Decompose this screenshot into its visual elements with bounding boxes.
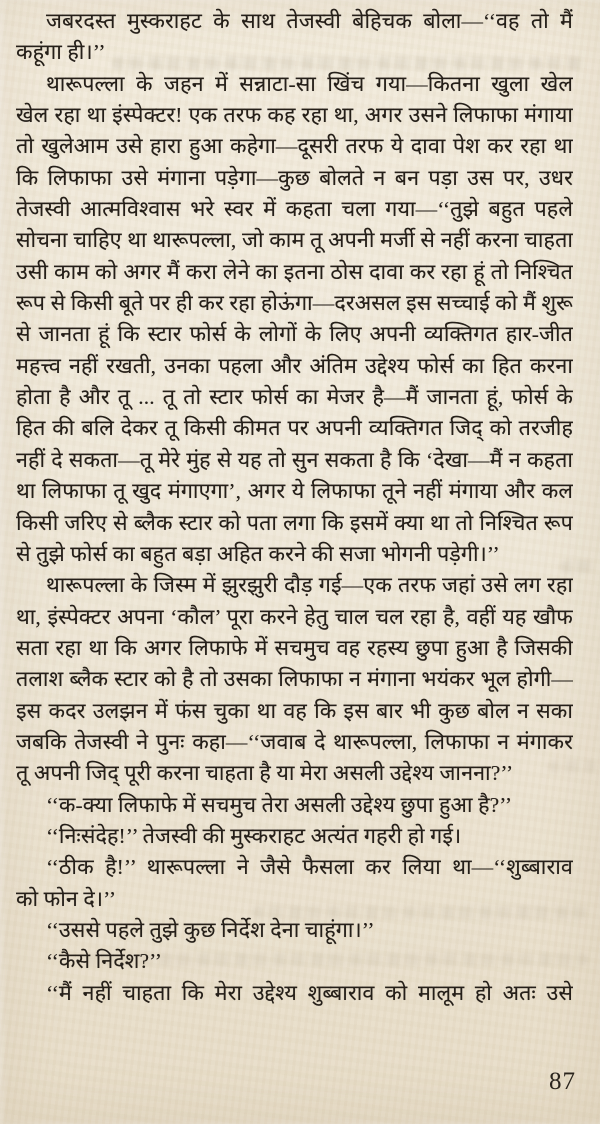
text-line: किसी जरिए से ब्लैक स्टार को पता लगा कि इसमें क्या था तो निश्चित रूप [16, 510, 573, 535]
text-line: से तुझे फोर्स का बहुत बड़ा अहित करने की सजा भोगनी पड़ेगी।’’ [16, 541, 500, 566]
text-line: नहीं दे सकता—तू मेरे मुंह से यह तो सुन सकता है कि ‘देखा—मैं न कहता [16, 447, 573, 472]
text-line: ‘‘क-क्या लिफाफे में सचमुच तेरा असली उद्देश्य छुपा हुआ है?’’ [46, 792, 513, 817]
text-line: उसी काम को अगर मैं करा लेने का इतना ठोस दावा कर रहा हूं तो निश्चित [16, 259, 573, 284]
text-line: ‘‘निःसंदेह!’’ तेजस्वी की मुस्कराहट अत्यंत गहरी हो गई। [46, 823, 462, 848]
text-line: था लिफाफा तू खुद मंगाएगा’, अगर ये लिफाफा तूने नहीं मंगाया और कल [16, 479, 573, 504]
page-number: 87 [549, 1068, 576, 1095]
text-line: तलाश ब्लैक स्टार को है तो उसका लिफाफा न मंगाना भयंकर भूल होगी— [16, 667, 573, 692]
text-line: सता रहा था कि अगर लिफाफे में सचमुच वह रहस्य छुपा हुआ है जिसकी [16, 635, 573, 660]
text-line: तू अपनी जिद् पूरी करना चाहता है या मेरा असली उद्देश्य जानना?’’ [16, 761, 514, 786]
text-line: महत्त्व नहीं रखती, उनका पहला और अंतिम उद्देश्य फोर्स का हित करना [16, 353, 573, 378]
page-text [16, 6, 573, 1009]
text-line: तो खुलेआम उसे हारा हुआ कहेगा—दूसरी तरफ ये दावा पेश कर रहा था [16, 134, 573, 159]
text-line: कि लिफाफा उसे मंगाना पड़ेगा—कुछ बोलते न बन पड़ा उस पर, उधर [16, 165, 573, 190]
text-line: ‘‘मैं नहीं चाहता कि मेरा उद्देश्य शुब्बाराव को मालूम हो अतः उसे [46, 980, 573, 1005]
text-line: सोचना चाहिए था थारूपल्ला, जो काम तू अपनी मर्जी से नहीं करना चाहता [16, 228, 573, 253]
text-line: इस कदर उलझन में फंस चुका था वह कि इस बार भी कुछ बोल न सका [16, 698, 573, 723]
text-line: ‘‘कैसे निर्देश?’’ [46, 949, 163, 974]
text-line: होता है और तू ... तू तो स्टार फोर्स का मेजर है—मैं जानता हूं, फोर्स के [16, 385, 573, 410]
text-line: खेल रहा था इंस्पेक्टर! एक तरफ कह रहा था, अगर उसने लिफाफा मंगाया [16, 103, 573, 128]
text-line: से जानता हूं कि स्टार फोर्स के लोगों के लिए अपनी व्यक्तिगत हार-जीत [16, 322, 573, 347]
text-line: तेजस्वी आत्मविश्वास भरे स्वर में कहता चला गया—‘‘तुझे बहुत पहले [16, 197, 573, 222]
text-line: हित की बलि देकर तू किसी कीमत पर अपनी व्यक्तिगत जिद् को तरजीह [16, 416, 573, 441]
text-line: थारूपल्ला के जिस्म में झुरझुरी दौड़ गई—एक तरफ जहां उसे लग रहा [46, 573, 573, 598]
text-line: था, इंस्पेक्टर अपना ‘कौल’ पूरा करने हेतु चाल चल रहा है, वहीं यह खौफ [16, 604, 573, 629]
text-line: को फोन दे।’’ [16, 886, 117, 911]
text-line: थारूपल्ला के जहन में सन्नाटा-सा खिंच गया—कितना खुला खेल [46, 71, 573, 96]
text-line: कहूंगा ही।’’ [16, 40, 106, 65]
text-line: जबरदस्त मुस्कराहट के साथ तेजस्वी बेहिचक बोला—‘‘वह तो मैं [46, 9, 573, 33]
text-line: रूप से किसी बूते पर ही कर रहा होऊंगा—दरअसल इस सच्चाई को मैं शुरू [16, 291, 573, 316]
text-line: ‘‘ठीक है!’’ थारूपल्ला ने जैसे फैसला कर लिया था—‘‘शुब्बाराव [46, 855, 573, 880]
text-line: ‘‘उससे पहले तुझे कुछ निर्देश देना चाहूंगा।’’ [46, 917, 375, 942]
text-line: जबकि तेजस्वी ने पुनः कहा—‘‘जवाब दे थारूपल्ला, लिफाफा न मंगाकर [16, 729, 573, 754]
